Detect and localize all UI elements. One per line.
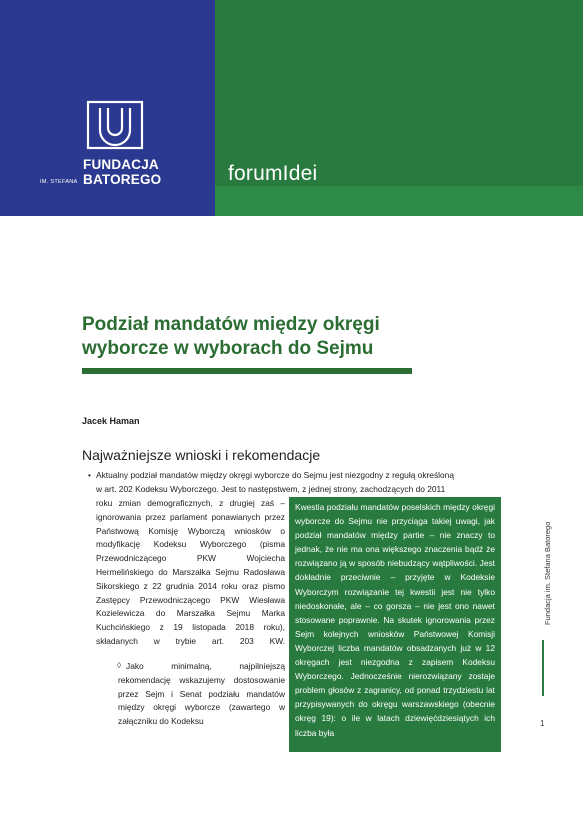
sidebar-rule	[542, 640, 544, 696]
logo-line-fundacja: FUNDACJA	[83, 157, 159, 172]
sub-item-content: Jako minimalną, najpilniejszą rekomendację wskazujemy dostosowanie przez Sejm i Senat podziału mandatów między okręgi wyborcze (zawartego w załączniku do Kodeksu	[118, 661, 285, 727]
fundacja-batorego-logo-icon	[86, 100, 144, 150]
document-title: Podział mandatów między okręgi wyborcze w wyborach do Sejmu	[82, 314, 380, 359]
callout-box	[289, 497, 501, 752]
page-number: 1	[540, 719, 545, 728]
author-name: Jacek Haman	[82, 416, 140, 426]
bullet-text-continuation	[96, 497, 285, 649]
sidebar-label-wrapper	[535, 521, 552, 635]
bullet-text-line-2: w art. 202 Kodeksu Wyborczego. Jest to następstwem, z jednej strony, zachodzących do 2011	[96, 484, 446, 494]
bullet-text-line-1: Aktualny podział mandatów między okręgi wyborcze do Sejmu jest niezgodny z regułą określoną	[96, 470, 454, 480]
header-green-stripe	[215, 186, 583, 216]
series-title: forumIdei	[228, 162, 318, 185]
callout-text: Kwestia podziału mandatów poselskich między okręgi wyborcze do Sejmu nie przyciąga takiej uwagi, jak podział mandatów między partie – nie znaczy to jednak, że nie ma ona większego znaczenia bądź że rozwiązano ją w sposób niebudzący wątpliwości. Jest dokładnie przeciwnie – przyjęte w Kodeksie Wyborczym rozwiązanie tej kwestii jest nie tylko niedoskonałe, ale – co gorsza – nie jest ono nawet stosowane poprawnie. Na skutek ignorowania przez Sejm kolejnych wniosków Państwowej Komisji Wyborczej liczba mandatów obsadzanych już w 12 okręgach jest niezgodna z zapisem Kodeksu Wyborczego. Jednocześnie nierozwiązany zostaje problem głosów z zagranicy, od ponad trzydziestu lat przypisywanych do okręgu warszawskiego (obecnie okręg 19): o ile w latach dziewięćdziesiątych ich liczba była	[295, 502, 495, 738]
sidebar-label: Fundacja im. Stefana Batorego	[543, 521, 552, 625]
logo-wordmark	[83, 157, 161, 187]
sub-item-text	[118, 660, 285, 729]
left-column-text: roku zmian demograficznych, z drugiej zaś – ignorowania przez parlament ponawianych przez Państwową Komisję Wyborczą wniosków o modyfikację Kodeksu Wyborczego (pisma Przewodniczącego PKW Wojciecha Hermelińskiego do Marszałka Sejmu Radosława Sikorskiego z 22 grudnia 2014 roku oraz pismo Zastępcy Przewodniczącego PKW Wiesława Kozielewicza do Marszałka Sejmu Marka Kuchcińskiego z 19 listopada 2018 roku), składanych w trybie art. 203 KW.	[96, 498, 285, 646]
section-heading: Najważniejsze wnioski i rekomendacje	[82, 447, 321, 463]
title-underline	[82, 368, 412, 374]
logo-small-text: IM. STEFANA	[40, 179, 78, 185]
logo-line-batorego: BATOREGO	[83, 172, 162, 187]
sub-item-marker: ◊	[117, 660, 122, 670]
bullet-marker: •	[88, 470, 91, 480]
